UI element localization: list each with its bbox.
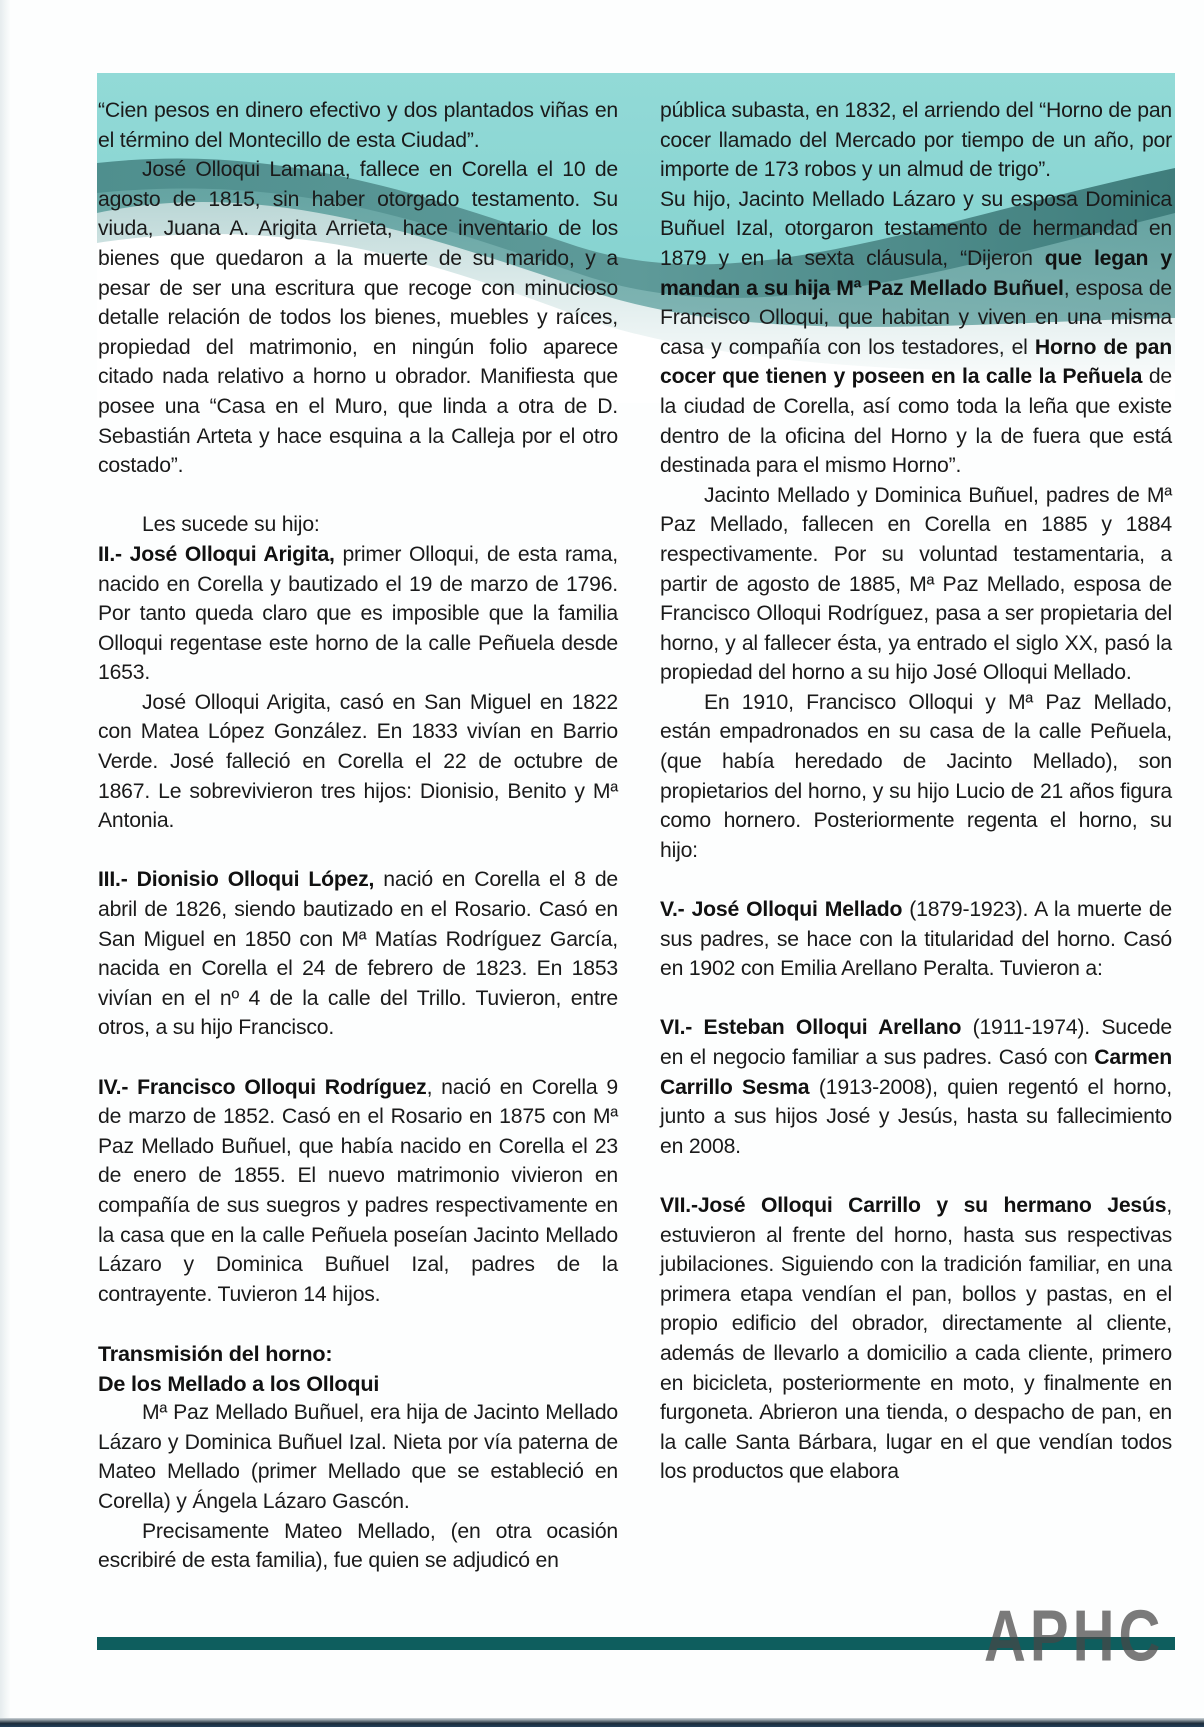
section-iii: [98, 865, 618, 1043]
section-iv-text: , nació en Corella 9 de marzo de 1852. Casó en el Rosario en 1875 con Mª Paz Mellado Buñuel, que había nacido en Corella el 23 de enero de 1855. El nuevo matrimonio vivieron en compañía de sus suegros y padres respectivamente en la casa que en la calle Peñuela poseían Jacinto Mellado Lázaro y Dominica Buñuel Izal, padres de la contrayente. Tuvieron 14 hijos.: [98, 1075, 618, 1306]
spacer: [98, 481, 618, 511]
section-vi-title: VI.- Esteban Olloqui Arellano: [660, 1016, 962, 1040]
spacer: [660, 984, 1172, 1014]
section-vi-bold: Carmen Carrillo Sesma: [660, 1046, 1172, 1099]
section-vi: [660, 1013, 1172, 1161]
section-ii-paragraph-2: José Olloqui Arigita, casó en San Miguel en 1822 con Matea López González. En 1833 vivían en Barrio Verde. José falleció en Corella el 22 de octubre de 1867. Le sobrevivieron tres hijos: Dionisio, Benito y Mª Antonia.: [98, 690, 618, 833]
testamento-bold-a: que legan y mandan a su hija Mª Paz Mellado Buñuel: [660, 246, 1172, 300]
spacer: [98, 1309, 618, 1339]
section-iv: [98, 1073, 618, 1310]
quote-paragraph: “Cien pesos en dinero efectivo y dos plantados viñas en el término del Montecillo de esta Ciudad”.: [98, 99, 618, 152]
section-v-title: V.- José Olloqui Mellado: [660, 898, 903, 922]
section-vii: [660, 1191, 1172, 1487]
scan-bottom-edge: [0, 1718, 1204, 1727]
section-vii-text: , estuvieron al frente del horno, hasta sus respectivas jubilaciones. Siguiendo con la tradición familiar, en una primera etapa vendían el pan, bollos y pastas, en el propio edificio del obrador, directamente al cliente, además de llevarlo a domicilio a cada cliente, primero en bicicleta, posteriormente en moto, y finalmente en furgoneta. Abrieron una tienda, o despacho de pan, en la calle Santa Bárbara, lugar en el que vendían todos los productos que elabora: [660, 1193, 1172, 1484]
section-heading-line-2: De los Mellado a los Olloqui: [98, 1370, 380, 1396]
section-ii-text: primer Olloqui, de esta rama, nacido en Corella y bautizado el 19 de marzo de 1796. Por tanto queda claro que es imposible que la familia Olloqui regentase este horno de la calle Peñuela desde 1653.: [98, 542, 618, 685]
spacer: [98, 1043, 618, 1073]
section-iv-title: IV.- Francisco Olloqui Rodríguez: [98, 1075, 427, 1099]
paragraph-lamana: José Olloqui Lamana, fallece en Corella el 10 de agosto de 1815, sin haber otorgado testamento. Su viuda, Juana A. Arigita Arrieta, hace inventario de los bienes que quedaron a la muerte de su marido, y a pesar de ser una escritura que recoge con minucioso detalle relación de todos los bienes, muebles y raíces, propiedad del matrimonio, en ningún folio aparece citado nada relativo a horno u obrador. Manifiesta que posee una “Casa en el Muro, que linda a otra de D. Sebastián Arteta y hace esquina a la Calleja por el otro costado”.: [98, 158, 618, 478]
paragraph-subasta: pública subasta, en 1832, el arriendo del “Horno de pan cocer llamado del Mercado por tiempo de un año, por importe de 173 robos y un almud de trigo”.: [660, 99, 1172, 182]
section-v: [660, 895, 1172, 984]
scan-left-edge: [0, 0, 10, 1727]
testamento-bold-b: Horno de pan cocer que tienen y poseen en la calle la Peñuela: [660, 335, 1172, 389]
section-ii: [98, 540, 618, 688]
paragraph-1910: En 1910, Francisco Olloqui y Mª Paz Mellado, están empadronados en su casa de la calle Peñuela, (que había heredado de Jacinto Mellado), son propietarios del horno, y su hijo Lucio de 21 años figura como hornero. Posteriormente regenta el horno, su hijo:: [660, 690, 1172, 862]
paragraph-testamento: [660, 185, 1172, 481]
section-v-text: (1879-1923). A la muerte de sus padres, se hace con la titularidad del horno. Casó en 1902 con Emilia Arellano Peralta. Tuvieron a:: [660, 898, 1172, 981]
right-column: [660, 96, 1172, 1487]
spacer: [98, 836, 618, 866]
section-vii-title: VII.-José Olloqui Carrillo y su hermano Jesús: [660, 1193, 1167, 1217]
testamento-text-a: Su hijo, Jacinto Mellado Lázaro y su esposa Dominica Buñuel Izal, otorgaron testamento de hermandad en 1879 y en la sexta cláusula, “Dijeron: [660, 187, 1172, 270]
section-vi-text-a: (1911-1974). Sucede en el negocio familiar a sus padres. Casó con: [660, 1016, 1172, 1069]
section-heading-line-1: Transmisión del horno:: [98, 1340, 333, 1366]
section-ii-title: II.- José Olloqui Arigita,: [98, 542, 335, 566]
paragraph-padres: Jacinto Mellado y Dominica Buñuel, padres de Mª Paz Mellado, fallecen en Corella en 1885 y 1884 respectivamente. Por su voluntad testamentaria, a partir de agosto de 1885, Mª Paz Mellado, esposa de Francisco Olloqui Rodríguez, pasa a ser propietaria del horno, y al fallecer ésta, ya entrado el siglo XX, pasó la propiedad del horno a su hijo José Olloqui Mellado.: [660, 483, 1172, 685]
testamento-text-c: de la ciudad de Corella, así como toda la leña que existe dentro de la oficina del Horno y la de fuera que está destinada para el mismo Horno”.: [660, 365, 1172, 478]
section-iii-text: nació en Corella el 8 de abril de 1826, siendo bautizado en el Rosario. Casó en San Miguel en 1850 con Mª Matías Rodríguez García, nacida en Corella el 24 de febrero de 1823. En 1853 vivían en el nº 4 de la calle del Trillo. Tuvieron, entre otros, a su hijo Francisco.: [98, 868, 618, 1040]
testamento-text-b: , esposa de Francisco Olloqui, que habitan y viven en una misma casa y compañía con los testadores, el: [660, 276, 1172, 359]
section-vi-text-b: (1913-2008), quien regentó el horno, junto a sus hijos José y Jesús, hasta su fallecimiento en 2008.: [660, 1075, 1172, 1158]
transmission-paragraph-1: Mª Paz Mellado Buñuel, era hija de Jacinto Mellado Lázaro y Dominica Buñuel Izal. Nieta por vía paterna de Mateo Mellado (primer Mellado que se estableció en Corella) y Ángela Lázaro Gascón.: [98, 1401, 618, 1513]
transmission-paragraph-2: Precisamente Mateo Mellado, (en otra ocasión escribiré de esta familia), fue quien se adjudicó en: [98, 1519, 618, 1573]
left-column: [98, 96, 618, 1576]
paragraph-les-sucede: Les sucede su hijo:: [142, 513, 320, 537]
watermark-logo: APHC: [984, 1595, 1165, 1677]
spacer: [660, 1161, 1172, 1191]
section-iii-title: III.- Dionisio Olloqui López,: [98, 868, 375, 892]
spacer: [660, 865, 1172, 895]
